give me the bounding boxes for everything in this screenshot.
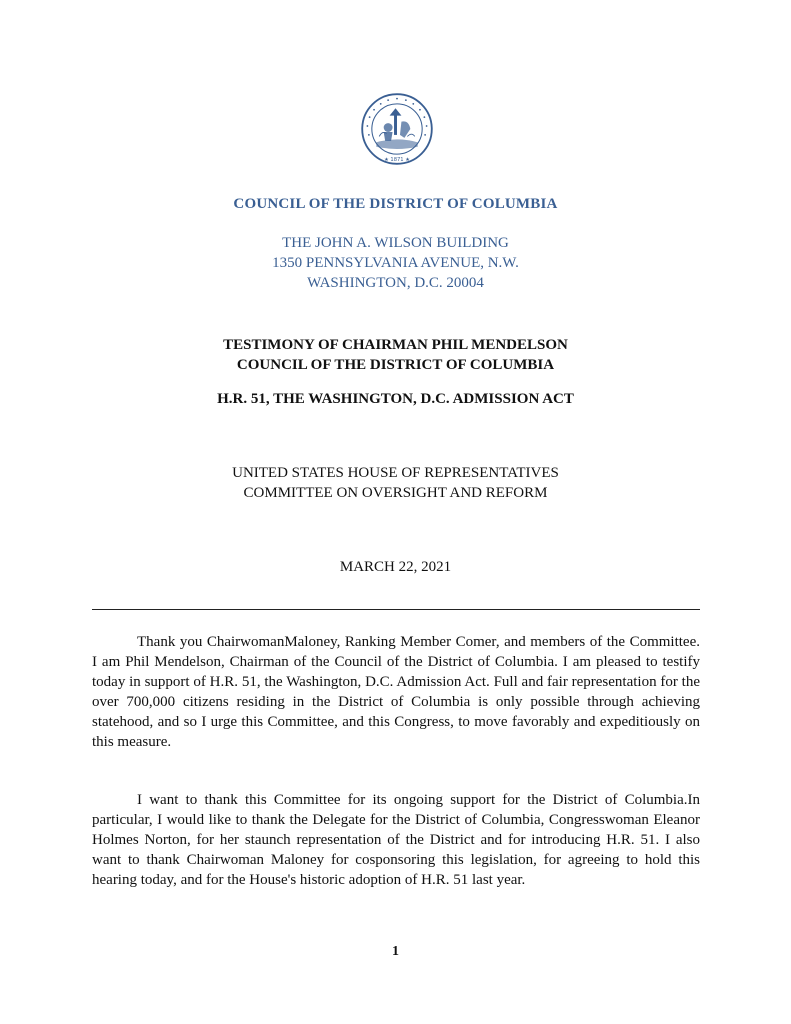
svg-text:★ 1871 ★: ★ 1871 ★ xyxy=(384,156,410,163)
audience-heading xyxy=(0,463,791,503)
address-line: WASHINGTON, D.C. 20004 xyxy=(307,275,484,291)
testimony-line: TESTIMONY OF CHAIRMAN PHIL MENDELSON xyxy=(223,337,568,353)
horizontal-rule xyxy=(92,609,700,610)
audience-line: UNITED STATES HOUSE OF REPRESENTATIVES xyxy=(232,465,559,481)
body-paragraph: I want to thank this Committee for its ongoing support for the District of Columbia.In particular, I would like to thank the Delegate for the District of Columbia, Congresswoman Eleanor Holmes Norton, for her staunch representation of the District and for introducing H.R. 51. I also want to thank Chairwoman Maloney for cosponsoring this legislation, for agreeing to hold this hearing today, and for the House's historic adoption of H.R. 51 last year. xyxy=(92,792,700,888)
address-block xyxy=(0,233,791,293)
page-number: 1 xyxy=(392,944,399,959)
testimony-heading xyxy=(0,335,791,375)
district-seal-icon xyxy=(360,92,434,166)
audience-line: COMMITTEE ON OVERSIGHT AND REFORM xyxy=(243,485,548,501)
organization-name: COUNCIL OF THE DISTRICT OF COLUMBIA xyxy=(233,196,558,212)
address-line: THE JOHN A. WILSON BUILDING xyxy=(282,235,509,251)
address-line: 1350 PENNSYLVANIA AVENUE, N.W. xyxy=(272,255,519,271)
testimony-date: MARCH 22, 2021 xyxy=(339,559,452,575)
bill-title: H.R. 51, THE WASHINGTON, D.C. ADMISSION ACT xyxy=(217,391,574,407)
testimony-line: COUNCIL OF THE DISTRICT OF COLUMBIA xyxy=(236,357,555,373)
body-paragraph: Thank you ChairwomanMaloney, Ranking Member Comer, and members of the Committee. I am Phil Mendelson, Chairman of the Council of the District of Columbia. I am pleased to testify today in support of H.R. 51, the Washington, D.C. Admission Act. Full and fair representation for the over 700,000 citizens residing in the District of Columbia is only possible through achieving statehood, and so I urge this Committee, and this Congress, to move favorably and expeditiously on this measure. xyxy=(92,634,700,750)
